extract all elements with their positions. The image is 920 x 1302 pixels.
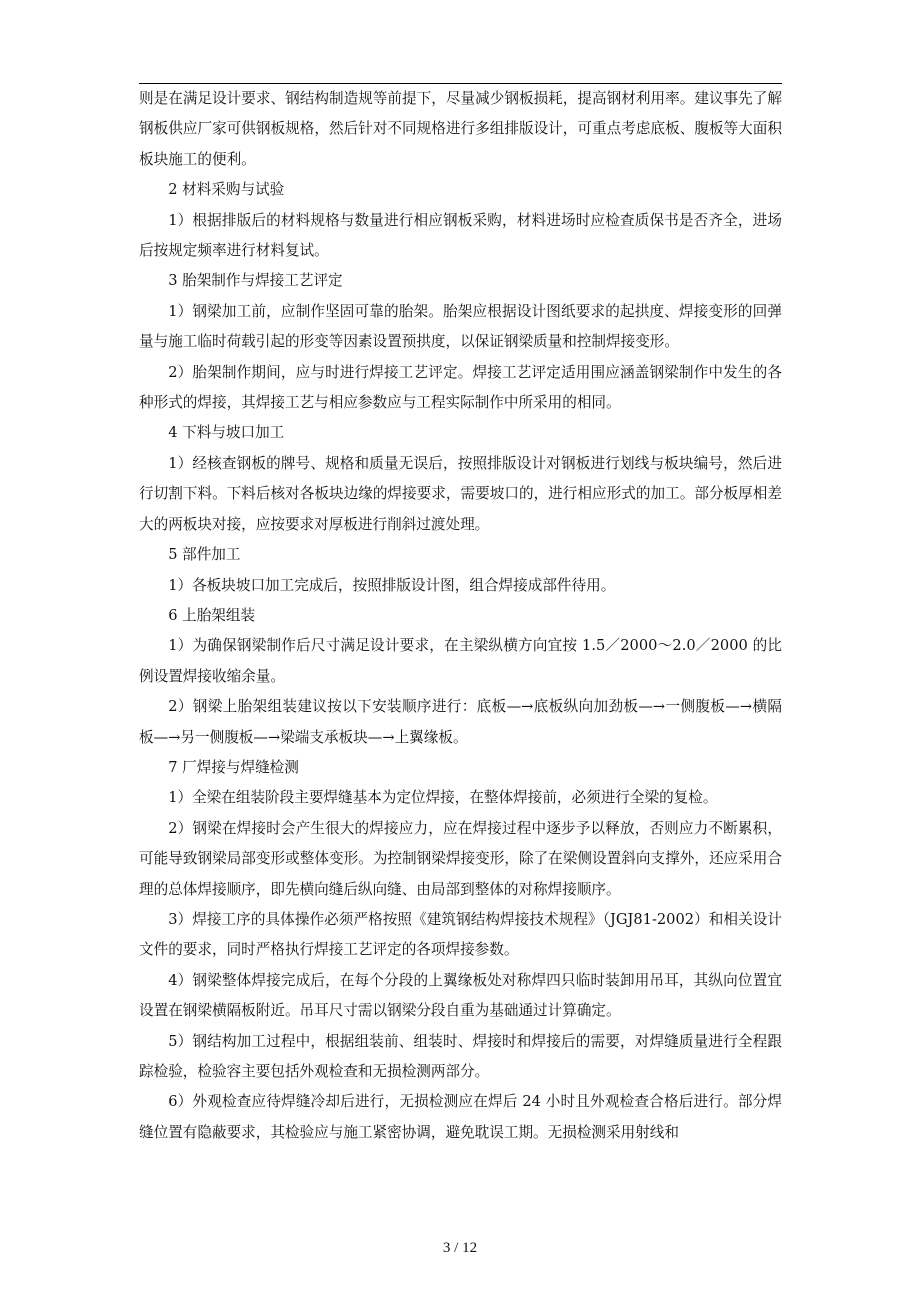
- paragraph-5-1: 1）各板块坡口加工完成后，按照排版设计图，组合焊接成部件待用。: [168, 576, 616, 594]
- page-number: 3 / 12: [442, 1240, 478, 1256]
- section-heading-6: 6 上胎架组装: [168, 606, 256, 624]
- paragraph-7-6: 6）外观检查应待焊缝冷却后进行，无损检测应在焊后 24 小时且外观检查合格后进行。部分焊缝位置有隐蔽要求，其检验应与施工紧密协调，避免耽误工期。无损检测采用射线和: [139, 1093, 782, 1141]
- section-heading-5: 5 部件加工: [168, 546, 241, 564]
- section-heading-4: 4 下料与坡口加工: [168, 424, 285, 442]
- paragraph-3-2: 2）胎架制作期间，应与时进行焊接工艺评定。焊接工艺评定适用围应涵盖钢梁制作中发生的各种形式的焊接，其焊接工艺与相应参数应与工程实际制作中所采用的相同。: [139, 363, 782, 412]
- paragraph-7-5: 5）钢结构加工过程中，根据组装前、组装时、焊接时和焊接后的需要，对焊缝质量进行全程跟踪检验，检验容主要包括外观检查和无损检测两部分。: [139, 1032, 782, 1080]
- paragraph-2-1: 1）根据排版后的材料规格与数量进行相应钢板采购，材料进场时应检查质保书是否齐全，进场后按规定频率进行材料复试。: [139, 211, 782, 260]
- paragraph-7-3: 3）焊接工序的具体操作必须严格按照《建筑钢结构焊接技术规程》（JGJ81-2002）和相关设计文件的要求，同时严格执行焊接工艺评定的各项焊接参数。: [139, 910, 782, 959]
- document-body: [139, 84, 782, 1148]
- paragraph-3-1: 1）钢梁加工前，应制作坚固可靠的胎架。胎架应根据设计图纸要求的起拱度、焊接变形的回弹量与施工临时荷载引起的形变等因素设置预拱度，以保证钢梁质量和控制焊接变形。: [139, 302, 782, 351]
- paragraph-7-2: 2）钢梁在焊接时会产生很大的焊接应力，应在焊接过程中逐步予以释放，否则应力不断累积，可能导致钢梁局部变形或整体变形。为控制钢梁焊接变形，除了在梁侧设置斜向支撑外，还应采用合理的总体焊接顺序，即先横向缝后纵向缝、由局部到整体的对称焊接顺序。: [139, 819, 782, 898]
- paragraph-4-1: 1）经核查钢板的牌号、规格和质量无误后，按照排版设计对钢板进行划线与板块编号，然后进行切割下料。下料后核对各板块边缘的焊接要求，需要坡口的，进行相应形式的加工。部分板厚相差大的两板块对接，应按要求对厚板进行削斜过渡处理。: [139, 454, 782, 533]
- paragraph-7-1: 1）全梁在组装阶段主要焊缝基本为定位焊接，在整体焊接前，必须进行全梁的复检。: [168, 789, 718, 807]
- section-heading-3: 3 胎架制作与焊接工艺评定: [168, 272, 343, 290]
- paragraph-6-2: 2）钢梁上胎架组装建议按以下安装顺序进行：底板—→底板纵向加劲板—→一侧腹板—→横隔板—→另一侧腹板—→梁端支承板块—→上翼缘板。: [139, 698, 782, 746]
- paragraph-1: 则是在满足设计要求、钢结构制造规等前提下，尽量减少钢板损耗，提高钢材利用率。建议事先了解钢板供应厂家可供钢板规格，然后针对不同规格进行多组排版设计，可重点考虑底板、腹板等大面积板块施工的便利。: [139, 90, 782, 168]
- section-heading-2: 2 材料采购与试验: [168, 181, 285, 199]
- paragraph-6-1: 1）为确保钢梁制作后尺寸满足设计要求，在主梁纵横方向宜按 1.5／2000～2.0／2000 的比例设置焊接收缩余量。: [139, 637, 782, 685]
- section-heading-7: 7 厂焊接与焊缝检测: [168, 758, 299, 776]
- paragraph-7-4: 4）钢梁整体焊接完成后，在每个分段的上翼缘板处对称焊四只临时装卸用吊耳，其纵向位置宜设置在钢梁横隔板附近。吊耳尺寸需以钢梁分段自重为基础通过计算确定。: [139, 971, 782, 1020]
